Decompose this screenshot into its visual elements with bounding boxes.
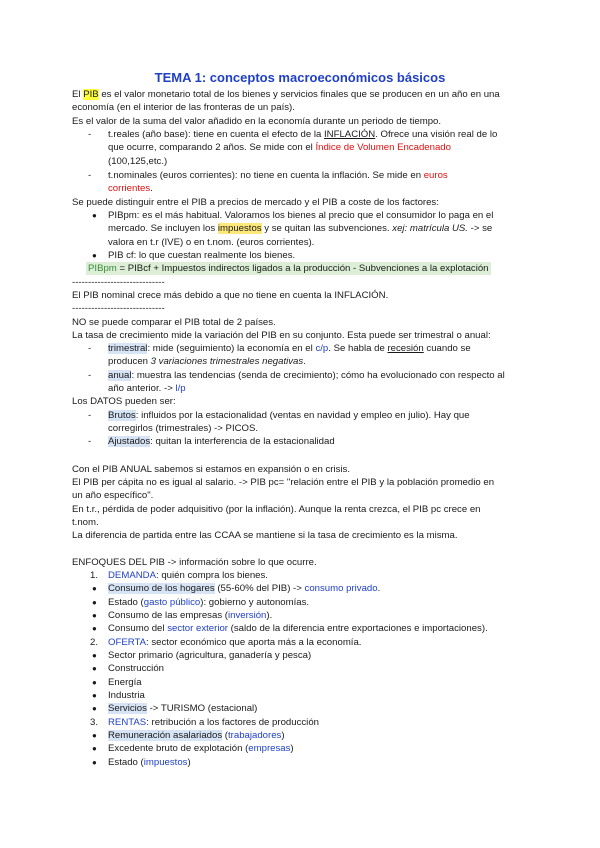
- list-item: Consumo de los hogares (55-60% del PIB) -> consumo privado.: [108, 583, 381, 594]
- list-item: año anterior. -> l/p: [108, 383, 186, 394]
- list-item: mercado. Se incluyen los impuestos y se quitan las subvenciones. xej: matrícula US. -> se: [108, 223, 493, 234]
- highlight: PIB: [83, 89, 99, 100]
- dot-bullet: ●: [92, 624, 97, 633]
- highlight: anual: [108, 370, 132, 381]
- paragraph: El PIB es el valor monetario total de los bienes y servicios finales que se producen en un año en una: [72, 89, 500, 100]
- list-item: Estado (impuestos): [108, 757, 191, 768]
- dot-bullet: ●: [92, 651, 97, 660]
- list-item: producen 3 variaciones trimestrales negativas.: [108, 356, 306, 367]
- list-item: trimestral: mide (seguimiento) la economía en el c/p. Se habla de recesión cuando se: [108, 343, 471, 354]
- paragraph: La diferencia de partida entre las CCAA se mantiene si la tasa de crecimiento es la misma.: [72, 530, 458, 541]
- highlight: trimestral: [108, 343, 148, 354]
- list-item: RENTAS: retribución a los factores de producción: [108, 717, 319, 728]
- list-item: Excedente bruto de explotación (empresas): [108, 743, 294, 754]
- list-item: Servicios -> TURISMO (estacional): [108, 703, 258, 714]
- highlight: Consumo de los hogares: [108, 583, 215, 594]
- paragraph: NO se puede comparar el PIB total de 2 países.: [72, 317, 276, 328]
- list-item: Consumo de las empresas (inversión).: [108, 610, 273, 621]
- list-item: (100,125,etc.): [108, 156, 168, 167]
- list-item: OFERTA: sector económico que aporta más a la economía.: [108, 637, 362, 648]
- list-number: 2.: [90, 637, 99, 648]
- paragraph: economía (en el interior de las fronteras de un país).: [72, 102, 295, 113]
- dot-bullet: ●: [92, 598, 97, 607]
- highlight: impuestos: [217, 223, 262, 234]
- paragraph: t.nom.: [72, 517, 99, 528]
- list-item: t.nominales (euros corrientes): no tiene en cuenta la inflación. Se mide en euros: [108, 170, 448, 181]
- dot-bullet: ●: [92, 704, 97, 713]
- paragraph: Los DATOS pueden ser:: [72, 396, 176, 407]
- paragraph: La tasa de crecimiento mide la variación del PIB en su conjunto. Esta puede ser trimestral o anual:: [72, 330, 491, 341]
- dot-bullet: ●: [92, 744, 97, 753]
- dot-bullet: ●: [92, 664, 97, 673]
- highlight: Remuneración asalariados: [108, 730, 223, 741]
- dot-bullet: ●: [92, 211, 97, 220]
- separator: -----------------------------: [72, 303, 165, 314]
- list-item: valora en t.r (IVE) o en t.nom. (euros corrientes).: [108, 237, 315, 248]
- dot-bullet: ●: [92, 691, 97, 700]
- dash-bullet: -: [88, 370, 92, 381]
- list-item: Construcción: [108, 663, 164, 674]
- list-item: Estado (gasto público): gobierno y autonomías.: [108, 597, 310, 608]
- list-item: Remuneración asalariados (trabajadores): [108, 730, 285, 741]
- paragraph: Es el valor de la suma del valor añadido en la economía durante un periodo de tiempo.: [72, 116, 442, 127]
- list-item: Energía: [108, 677, 142, 688]
- paragraph: Se puede distinguir entre el PIB a precios de mercado y el PIB a coste de los factores:: [72, 197, 439, 208]
- separator: -----------------------------: [72, 277, 165, 288]
- paragraph: un año específico".: [72, 490, 154, 501]
- list-item: PIB cf: lo que cuestan realmente los bienes.: [108, 250, 296, 261]
- dot-bullet: ●: [92, 758, 97, 767]
- dash-bullet: -: [88, 129, 92, 140]
- list-item: PIBpm: es el más habitual. Valoramos los bienes al precio que el consumidor lo paga en el: [108, 210, 494, 221]
- list-number: 1.: [90, 570, 99, 581]
- list-item: que ocurre, comparando 2 años. Se mide con el Índice de Volumen Encadenado: [108, 142, 451, 153]
- dot-bullet: ●: [92, 584, 97, 593]
- list-item: Sector primario (agricultura, ganadería y pesca): [108, 650, 312, 661]
- list-number: 3.: [90, 717, 99, 728]
- dash-bullet: -: [88, 343, 92, 354]
- paragraph: El PIB per cápita no es igual al salario. -> PIB pc= "relación entre el PIB y la población promedio en: [72, 477, 495, 488]
- formula: PIBpm = PIBcf + Impuestos indirectos ligados a la producción - Subvenciones a la explotación: [88, 263, 489, 274]
- dot-bullet: ●: [92, 678, 97, 687]
- dash-bullet: -: [88, 170, 92, 181]
- list-item: corrientes.: [108, 183, 153, 194]
- highlight: Servicios: [108, 703, 147, 714]
- list-item: DEMANDA: quién compra los bienes.: [108, 570, 268, 581]
- highlight: Brutos: [108, 410, 136, 421]
- dot-bullet: ●: [92, 731, 97, 740]
- page-title: TEMA 1: conceptos macroeconómicos básicos: [154, 70, 446, 85]
- paragraph: ENFOQUES DEL PIB -> información sobre lo que ocurre.: [72, 557, 317, 568]
- list-item: Industria: [108, 690, 145, 701]
- list-item: Ajustados: quitan la interferencia de la estacionalidad: [108, 436, 335, 447]
- paragraph: El PIB nominal crece más debido a que no tiene en cuenta la INFLACIÓN.: [72, 290, 389, 301]
- list-item: corregirlos (trimestrales) -> PICOS.: [108, 423, 259, 434]
- paragraph: En t.r., pérdida de poder adquisitivo (por la inflación). Aunque la renta crezca, el PIB pc crece en: [72, 504, 481, 515]
- list-item: t.reales (año base): tiene en cuenta el efecto de la INFLACIÓN. Ofrece una visión real de lo: [108, 129, 498, 140]
- list-item: Consumo del sector exterior (saldo de la diferencia entre exportaciones e importaciones).: [108, 623, 488, 634]
- dot-bullet: ●: [92, 611, 97, 620]
- highlight: Ajustados: [108, 436, 151, 447]
- list-item: anual: muestra las tendencias (senda de crecimiento); cómo ha evolucionado con respecto al: [108, 370, 505, 381]
- dash-bullet: -: [88, 436, 92, 447]
- dash-bullet: -: [88, 410, 92, 421]
- list-item: Brutos: influidos por la estacionalidad (ventas en navidad y empleo en julio). Hay que: [108, 410, 470, 421]
- dot-bullet: ●: [92, 251, 97, 260]
- paragraph: Con el PIB ANUAL sabemos si estamos en expansión o en crisis.: [72, 464, 350, 475]
